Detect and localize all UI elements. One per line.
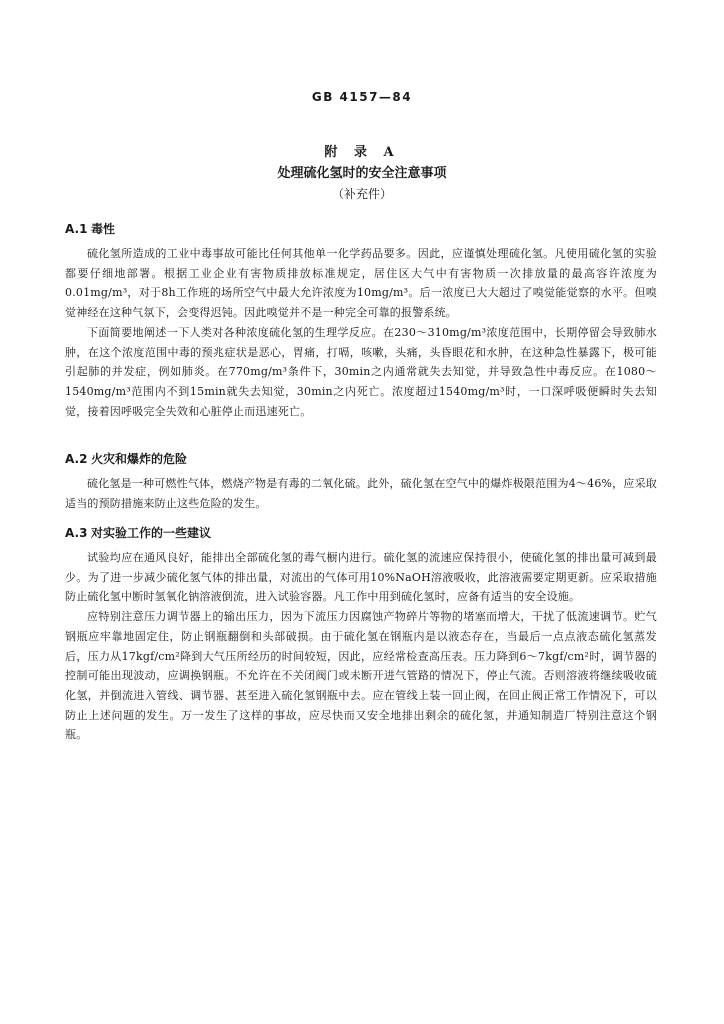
section-title: 对实验工作的一些建议 (91, 526, 212, 540)
section-title: 火灾和爆炸的危险 (91, 452, 188, 466)
appendix-title: 处理硫化氢时的安全注意事项 (277, 166, 447, 181)
section-toxicity (65, 220, 657, 421)
section-lab-recommendations (65, 524, 657, 745)
paragraph: 下面简要地阐述一下人类对各种浓度硫化氢的生理学反应。在230～310mg/m³浓度范围中，长期停留会导致肺水肿，在这个浓度范围中毒的预兆症状是恶心，胃痛，打嗝，咳嗽，头痛，头昏眼花和水肿，在这种急性暴露下，极可能引起肺的并发症，例如肺炎。在770mg/m³条件下，30min之内通常就失去知觉，并导致急性中毒反应。在1080～1540mg/m³范围内不到15min就失去知觉，30min之内死亡。浓度超过1540mg/m³时，一口深呼吸便瞬时失去知觉，接着因呼吸完全失效和心脏停止而迅速死亡。 (65, 325, 657, 418)
section-number: A.3 (65, 526, 88, 540)
appendix-heading (0, 142, 724, 205)
section-fire-explosion (65, 450, 657, 513)
paragraph: 硫化氢所造成的工业中毒事故可能比任何其他单一化学药品要多。因此，应谨慎处理硫化氢。凡使用硫化氢的实验都要仔细地部署。根据工业企业有害物质排放标准规定，居住区大气中有害物质一次排放量的最高容许浓度为0.01mg/m³，对于8h工作班的场所空气中最大允许浓度为10mg/m³。后一浓度已大大超过了嗅觉能觉察的水平。但嗅觉神经在这种气氛下，会变得迟钝。因此嗅觉并不是一种完全可靠的报警系统。 (65, 247, 657, 320)
section-number: A.1 (65, 222, 88, 236)
section-heading (65, 524, 657, 542)
standard-code: GB 4157—84 (311, 90, 413, 104)
section-title: 毒性 (91, 222, 116, 236)
appendix-note: （补充件） (331, 187, 392, 201)
paragraph: 应特别注意压力调节器上的输出压力，因为下流压力因腐蚀产物碎片等物的堵塞而增大，干扰了低流速调节。贮气钢瓶应牢靠地固定住，防止钢瓶翻倒和头部破损。由于硫化氢在钢瓶内是以液态存在，当最后一点点液态硫化氢蒸发后，压力从17kgf/cm²降到大气压所经历的时间较短，因此，应经常检查高压表。压力降到6～7kgf/cm²时，调节器的控制可能出现波动，应调换钢瓶。不允许在不关闭阀门或未断开进气管路的情况下，停止气流。否则溶液将继续吸收硫化氢，并倒流进入管线、调节器、甚至进入硫化氢钢瓶中去。应在管线上装一回止阀，在回止阀正常工作情况下，可以防止上述问题的发生。万一发生了这样的事故，应尽快而又安全地排出剩余的硫化氢，并通知制造厂特别注意这个钢瓶。 (65, 610, 657, 742)
section-heading (65, 450, 657, 468)
paragraph: 试验均应在通风良好，能排出全部硫化氢的毒气橱内进行。硫化氢的流速应保持很小，使硫化氢的排出量可减到最少。为了进一步减少硫化氢气体的排出量，对流出的气体可用10%NaOH溶液吸收，此溶液需要定期更新。应采取措施防止硫化氢中断时氢氧化钠溶液倒流，进入试验容器。凡工作中用到硫化氢时，应备有适当的安全设施。 (65, 551, 657, 604)
section-number: A.2 (65, 452, 88, 466)
section-heading (65, 220, 657, 238)
appendix-label: 附 录 A (324, 145, 400, 160)
paragraph: 硫化氢是一种可燃性气体，燃烧产物是有毒的二氧化硫。此外，硫化氢在空气中的爆炸极限范围为4～46%，应采取适当的预防措施来防止这些危险的发生。 (65, 477, 657, 510)
